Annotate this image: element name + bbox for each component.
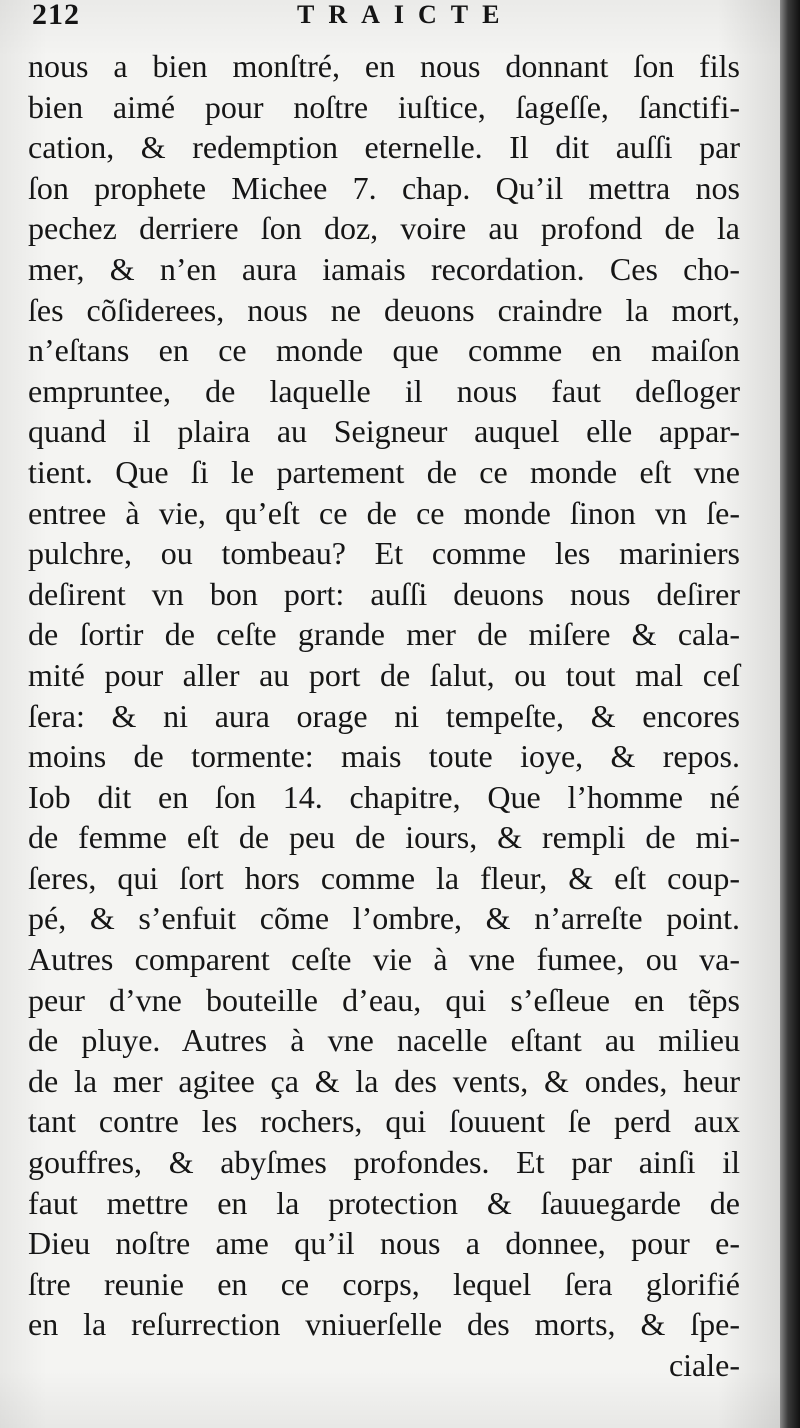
- text-line: gouffres, & abyſmes profondes. Et par ainſi il: [28, 1144, 740, 1181]
- text-line: ſon prophete Michee 7. chap. Qu’il mettra nos: [28, 169, 740, 206]
- text-line: de la mer agitee ça & la des vents, & ondes, heur: [28, 1062, 740, 1099]
- text-line: Autres comparent ceſte vie à vne fumee, ou va-: [28, 941, 740, 978]
- text-line: ſeres, qui ſort hors comme la fleur, & eſt coup-: [28, 859, 740, 896]
- text-line: ſera: & ni aura orage ni tempeſte, & encores: [28, 697, 740, 734]
- text-line: deſirent vn bon port: auſſi deuons nous deſirer: [28, 575, 740, 612]
- page-edge-shadow: [780, 0, 800, 1428]
- text-line: ſes cõſiderees, nous ne deuons craindre la mort,: [28, 291, 740, 328]
- text-line: Iob dit en ſon 14. chapitre, Que l’homme né: [28, 778, 740, 815]
- text-line: cation, & redemption eternelle. Il dit auſſi par: [28, 129, 740, 166]
- text-line: tient. Que ſi le partement de ce monde eſt vne: [28, 453, 740, 490]
- running-title: TRAICTE: [297, 0, 514, 29]
- text-line: de ſortir de ceſte grande mer de miſere & cala-: [28, 616, 740, 653]
- text-line: pé, & s’enfuit cõme l’ombre, & n’arreſte point.: [28, 900, 740, 937]
- text-line: mer, & n’en aura iamais recordation. Ces cho-: [28, 250, 740, 287]
- text-line: pulchre, ou tombeau? Et comme les mariniers: [28, 535, 740, 572]
- text-line: tant contre les rochers, qui ſouuent ſe perd aux: [28, 1103, 740, 1140]
- text-line: faut mettre en la protection & ſauuegarde de: [28, 1184, 740, 1221]
- text-line: moins de tormente: mais toute ioye, & repos.: [28, 738, 740, 775]
- text-line: Dieu noſtre ame qu’il nous a donnee, pour e-: [28, 1225, 740, 1262]
- page-header: [32, 0, 752, 36]
- text-line: peur d’vne bouteille d’eau, qui s’eſleue en tẽps: [28, 981, 740, 1018]
- text-line: de femme eſt de peu de iours, & rempli de mi-: [28, 819, 740, 856]
- text-line: pechez derriere ſon doz, voire au profond de la: [28, 210, 740, 247]
- text-line: n’eſtans en ce monde que comme en maiſon: [28, 332, 740, 369]
- text-line: empruntee, de laquelle il nous faut deſloger: [28, 372, 740, 409]
- catchword: ciale-: [668, 1347, 740, 1383]
- text-line: de pluye. Autres à vne nacelle eſtant au milieu: [28, 1022, 740, 1059]
- page-number: 212: [32, 0, 80, 31]
- text-line: mité pour aller au port de ſalut, ou tout mal ceſ: [28, 656, 740, 693]
- text-line: nous a bien monſtré, en nous donnant ſon fils: [28, 48, 740, 84]
- text-line: ſtre reunie en ce corps, lequel ſera glorifié: [28, 1265, 740, 1302]
- text-line: quand il plaira au Seigneur auquel elle appar-: [28, 413, 740, 450]
- text-line: bien aimé pour noſtre iuſtice, ſageſſe, ſanctifi-: [28, 88, 740, 125]
- text-line: en la reſurrection vniuerſelle des morts, & ſpe-: [28, 1306, 740, 1343]
- text-line: entree à vie, qu’eſt ce de ce monde ſinon vn ſe-: [28, 494, 740, 531]
- body-text: [28, 46, 740, 1386]
